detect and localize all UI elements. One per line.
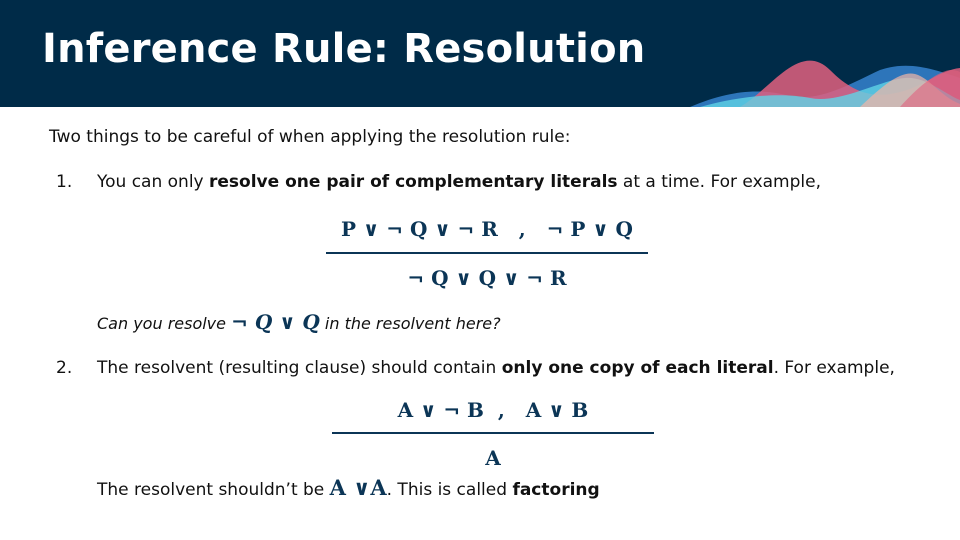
inline-formula: A ∨A	[329, 475, 387, 500]
list-number: 2.	[56, 358, 73, 378]
formula-text: Q ∨ Q	[254, 310, 320, 334]
list-item-text	[97, 358, 895, 378]
list-number: 1.	[56, 172, 73, 192]
negation-symbol: ¬	[231, 310, 255, 334]
inline-formula	[231, 310, 320, 334]
text-segment: The resolvent shouldn’t be	[97, 480, 330, 500]
text-segment: The resolvent (resulting clause) should contain	[97, 358, 502, 378]
text-segment: You can only	[97, 172, 210, 192]
text-segment: . This is called	[386, 480, 513, 500]
title-bar	[0, 0, 960, 107]
bold-text: resolve one pair of complementary literals	[209, 172, 618, 192]
premises-formula-2: A ∨ ¬ B , A ∨ B	[397, 398, 589, 422]
premises-formula-1: P ∨ ¬ Q ∨ ¬ R , ¬ P ∨ Q	[341, 217, 633, 241]
text-segment: at a time. For example,	[617, 172, 821, 192]
note-text	[97, 475, 600, 500]
list-item-text	[97, 172, 821, 192]
slide-title: Inference Rule: Resolution	[42, 26, 646, 72]
inference-line-2	[332, 432, 654, 434]
inference-line-1	[326, 252, 648, 254]
text-segment: Can you resolve	[97, 314, 232, 333]
bold-text: only one copy of each literal	[501, 358, 774, 378]
text-segment: . For example,	[773, 358, 895, 378]
question-text	[97, 310, 501, 334]
text-segment: in the resolvent here?	[319, 314, 501, 333]
intro-text: Two things to be careful of when applying the resolution rule:	[49, 127, 571, 147]
resolvent-formula-2: A	[485, 446, 501, 470]
bold-text: factoring	[512, 480, 600, 500]
resolvent-formula-1: ¬ Q ∨ Q ∨ ¬ R	[407, 266, 567, 290]
